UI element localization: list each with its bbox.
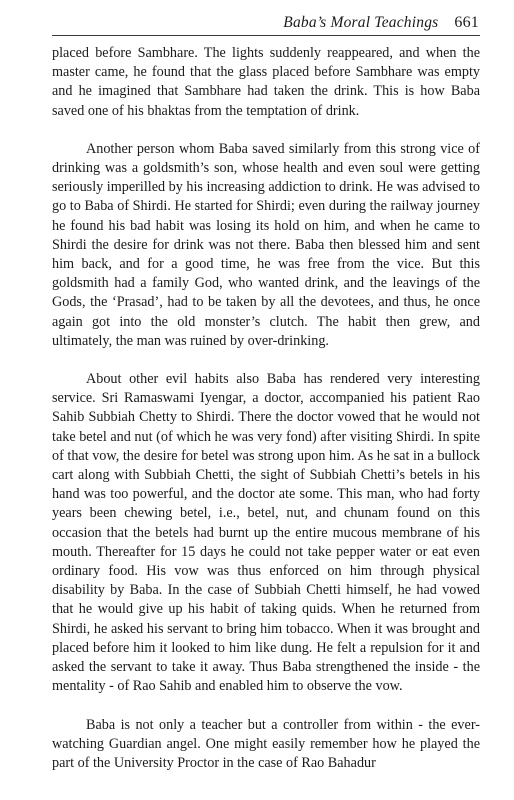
paragraph-guardian: Baba is not only a teacher but a controller from within - the ever-watching Guardian angel. One might easily remember how he played the part of the University Proctor in the case of Rao Bahadur [52,716,480,771]
page-number: 661 [454,14,479,31]
running-header [283,14,479,32]
header-rule [52,35,480,36]
paragraph-goldsmith: Another person whom Baba saved similarly from this strong vice of drinking was a goldsmith’s son, whose health and even soul were getting seriously imperilled by his increasing addiction to drink. He was advised to go to Baba of Shirdi. He started for Shirdi; even during the railway journey he found his bad habit was losing its hold on him, and when he came to Shirdi the desire for drink was not there. Baba then blessed him and sent him back, and for a good time, he was free from the vice. But this goldsmith had a family God, who wanted drink, and the leavings of the Gods, the ‘Prasad’, had to be taken by all the devotees, and thus, he once again got into the old monster’s clutch. The habit then grew, and ultimately, the man was ruined by over-drinking. [52,140,480,349]
body-text [52,44,480,773]
paragraph-betel: About other evil habits also Baba has rendered very interesting service. Sri Ramaswami Iyengar, a doctor, accompanied his patient Rao Sahib Subbiah Chetty to Shirdi. There the doctor vowed that he would not take betel and nut (of which he was very fond) after visiting Shirdi. In spite of that vow, the desire for betel was strong upon him. As he sat in a bullock cart along with Subbiah Chetti, the sight of Subbiah Chetti’s betels in his hand was too powerful, and the doctor ate some. This man, who had forty years been chewing betel, i.e., betel, nut, and chunam found on this occasion that the betels had burnt up the entire mucous membrane of his mouth. Thereafter for 15 days he could not take pepper water or eat even ordinary food. His vow was thus enforced on him through physical disability by Baba. In the case of Subbiah Chetti himself, he had vowed that he would give up his habit of taking quids. When he returned from Shirdi, he asked his servant to bring him tobacco. When it was brought and placed before him it looked to him like dung. He felt a repulsion for it and asked the servant to take it away. Thus Baba strengthened the inside - the mentality - of Rao Sahib and enabled him to observe the vow. [52,371,480,695]
paragraph-continuation: placed before Sambhare. The lights suddenly reappeared, and when the master came, he found that the glass placed before Sambhare was empty and he imagined that Sambhare had taken the drink. This is how Baba saved one of his bhaktas from the temptation of drink. [52,45,480,119]
running-title: Baba’s Moral Teachings [283,14,439,31]
